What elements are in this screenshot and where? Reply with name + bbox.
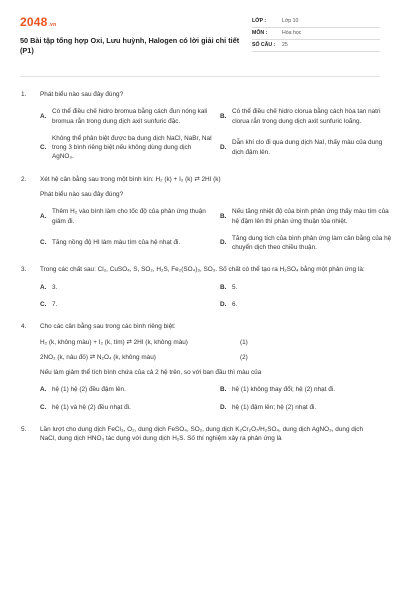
option-letter: A. bbox=[40, 386, 47, 394]
question-1 bbox=[20, 90, 383, 162]
option-letter: D. bbox=[220, 300, 227, 308]
question-text: Lần lượt cho dung dịch FeCl₃, O₂, dung dịch FeSO₄, SO₂, dung dịch K₂Cr₂O₇/H₂SO₄, dung dịch AgNO₃, dung dịch NaCl, dung dịch HNO₃ tác dụng với dung dịch H₂S. Số thí nghiệm xảy ra phản ứng là bbox=[40, 425, 364, 443]
option-text: hệ (1) đậm lên; hệ (2) nhạt đi. bbox=[232, 403, 317, 411]
question-text: Xét hệ cân bằng sau trong một bình kín: H₂ (k) + I₂ (k) ⇄ 2HI (k) bbox=[40, 175, 221, 183]
option-letter: A. bbox=[40, 112, 47, 120]
equation-tag: (1) bbox=[240, 338, 248, 346]
answer-option-a[interactable] bbox=[40, 107, 212, 126]
header-divider bbox=[20, 76, 380, 77]
answer-option-d[interactable] bbox=[220, 403, 392, 412]
question-subtext: Phát biểu nào sau đây đúng? bbox=[40, 190, 124, 198]
answer-option-d[interactable] bbox=[220, 234, 392, 253]
option-letter: D. bbox=[220, 403, 227, 411]
question-number: 4. bbox=[21, 323, 27, 331]
option-text: Có thể điều chế hidro clorua bằng cách hòa tan natri clorua rắn trong dung dịch axit sunfuric loãng. bbox=[232, 108, 381, 125]
option-letter: B. bbox=[220, 112, 227, 120]
answer-option-b[interactable] bbox=[220, 107, 392, 126]
answer-options bbox=[40, 207, 392, 252]
meta-row-subject bbox=[252, 28, 380, 40]
question-4 bbox=[20, 322, 380, 412]
answer-option-b[interactable] bbox=[220, 283, 392, 292]
equation-text: 2NO₂ (k, nâu đỏ) ⇄ N₂O₄ (k, không màu) bbox=[40, 353, 156, 361]
option-text: hệ (1) không thay đổi; hệ (2) nhạt đi. bbox=[232, 386, 336, 394]
option-letter: D. bbox=[220, 144, 227, 152]
document-title: 50 Bài tập tổng hợp Oxi, Lưu huỳnh, Halogen có lời giải chi tiết (P1) bbox=[20, 36, 240, 56]
question-number: 5. bbox=[21, 425, 27, 433]
question-text: Trong các chất sau: Cl₂, CuSO₄, S, SO₂, H₂S, Fe₂(SO₄)₃, SO₃. Số chất có thể tạo ra H₂SO₄ bằng một phản ứng là: bbox=[40, 266, 365, 274]
header-left bbox=[20, 14, 250, 66]
meta-row-count bbox=[252, 40, 380, 52]
option-text: Có thể điều chế hidro bromua bằng cách đun nóng kali bromua rắn trong dung dịch axit sunfuric đặc. bbox=[52, 108, 208, 125]
answer-option-b[interactable] bbox=[220, 385, 392, 394]
option-letter: B. bbox=[220, 212, 227, 220]
answer-option-b[interactable] bbox=[220, 207, 392, 226]
logo-suffix: .vn bbox=[48, 22, 57, 28]
option-letter: B. bbox=[220, 283, 227, 291]
option-text: Không thể phân biệt được ba dung dịch NaCl, NaBr, NaI trong 3 bình riêng biệt nếu không dùng dung dịch AgNO₃. bbox=[52, 134, 212, 161]
option-letter: C. bbox=[40, 403, 47, 411]
answer-option-a[interactable] bbox=[40, 385, 212, 394]
answer-option-c[interactable] bbox=[40, 134, 212, 162]
answer-option-a[interactable] bbox=[40, 283, 212, 292]
option-letter: A. bbox=[40, 212, 47, 220]
answer-option-c[interactable] bbox=[40, 300, 212, 309]
answer-option-d[interactable] bbox=[220, 134, 392, 162]
question-2 bbox=[20, 175, 392, 253]
option-letter: D. bbox=[220, 239, 227, 247]
option-letter: A. bbox=[40, 283, 47, 291]
option-letter: C. bbox=[40, 300, 47, 308]
document-header bbox=[20, 14, 380, 66]
question-text: Phát biểu nào sau đây đúng? bbox=[40, 91, 124, 98]
question-number: 2. bbox=[21, 175, 27, 183]
option-letter: C. bbox=[40, 144, 47, 152]
option-text: Dẫn khí clo đi qua dung dịch NaI, thấy màu của dung dịch đậm lên. bbox=[232, 139, 383, 156]
option-letter: B. bbox=[220, 386, 227, 394]
logo-text: 2048 bbox=[20, 15, 48, 29]
answer-options bbox=[40, 385, 380, 412]
meta-key: SỐ CÂU : bbox=[252, 41, 276, 48]
answer-option-a[interactable] bbox=[40, 207, 212, 226]
question-text: Cho các cân bằng sau trong các bình riêng biệt: bbox=[40, 323, 176, 331]
equation-tag: (2) bbox=[240, 353, 248, 361]
option-text: Tăng dung tích của bình phản ứng làm cân bằng của hệ chuyển dịch theo chiều thuận. bbox=[232, 234, 392, 252]
option-text: Nếu tăng nhiệt độ của bình phản ứng thấy màu tím của hệ đậm lên thì phản ứng thuận tỏa nhiệt. bbox=[232, 208, 389, 225]
option-text: 5. bbox=[232, 283, 238, 291]
question-5 bbox=[20, 425, 380, 444]
meta-value: Hóa học bbox=[282, 29, 302, 36]
answer-option-c[interactable] bbox=[40, 234, 212, 253]
meta-key: LỚP : bbox=[252, 17, 267, 24]
option-text: 3. bbox=[52, 283, 58, 291]
answer-option-d[interactable] bbox=[220, 300, 392, 309]
equation-text: H₂ (k, không màu) + I₂ (k, tím) ⇄ 2HI (k, không màu) bbox=[40, 338, 188, 346]
question-number: 1. bbox=[21, 91, 27, 98]
meta-row-class bbox=[252, 16, 380, 28]
option-text: hệ (1) hệ (2) đều đậm lên. bbox=[52, 386, 126, 394]
option-text: 6. bbox=[232, 300, 238, 308]
question-3 bbox=[20, 265, 380, 309]
option-letter: C. bbox=[40, 239, 47, 247]
option-text: Tăng nồng độ HI làm màu tím của hệ nhạt đi. bbox=[52, 239, 181, 247]
site-logo[interactable] bbox=[20, 14, 250, 31]
question-subtext: Nếu làm giảm thể tích bình chứa của cả 2 hệ trên, so với ban đầu thì màu của bbox=[40, 369, 262, 377]
meta-value: Lớp 10 bbox=[282, 17, 299, 24]
meta-key: MÔN : bbox=[252, 29, 268, 36]
document-meta bbox=[252, 16, 380, 66]
equilibrium-equation-2 bbox=[40, 353, 380, 362]
question-number: 3. bbox=[21, 266, 27, 274]
answer-options bbox=[40, 107, 383, 161]
equilibrium-equation-1 bbox=[40, 338, 380, 347]
answer-option-c[interactable] bbox=[40, 403, 212, 412]
option-text: Thêm H₂ vào bình làm cho tốc độ của phản ứng thuận giảm đi. bbox=[52, 208, 206, 225]
option-text: hệ (1) và hệ (2) đều nhạt đi. bbox=[52, 403, 131, 411]
meta-value: 25 bbox=[282, 41, 288, 48]
answer-options bbox=[40, 283, 380, 310]
option-text: 7. bbox=[52, 300, 58, 308]
